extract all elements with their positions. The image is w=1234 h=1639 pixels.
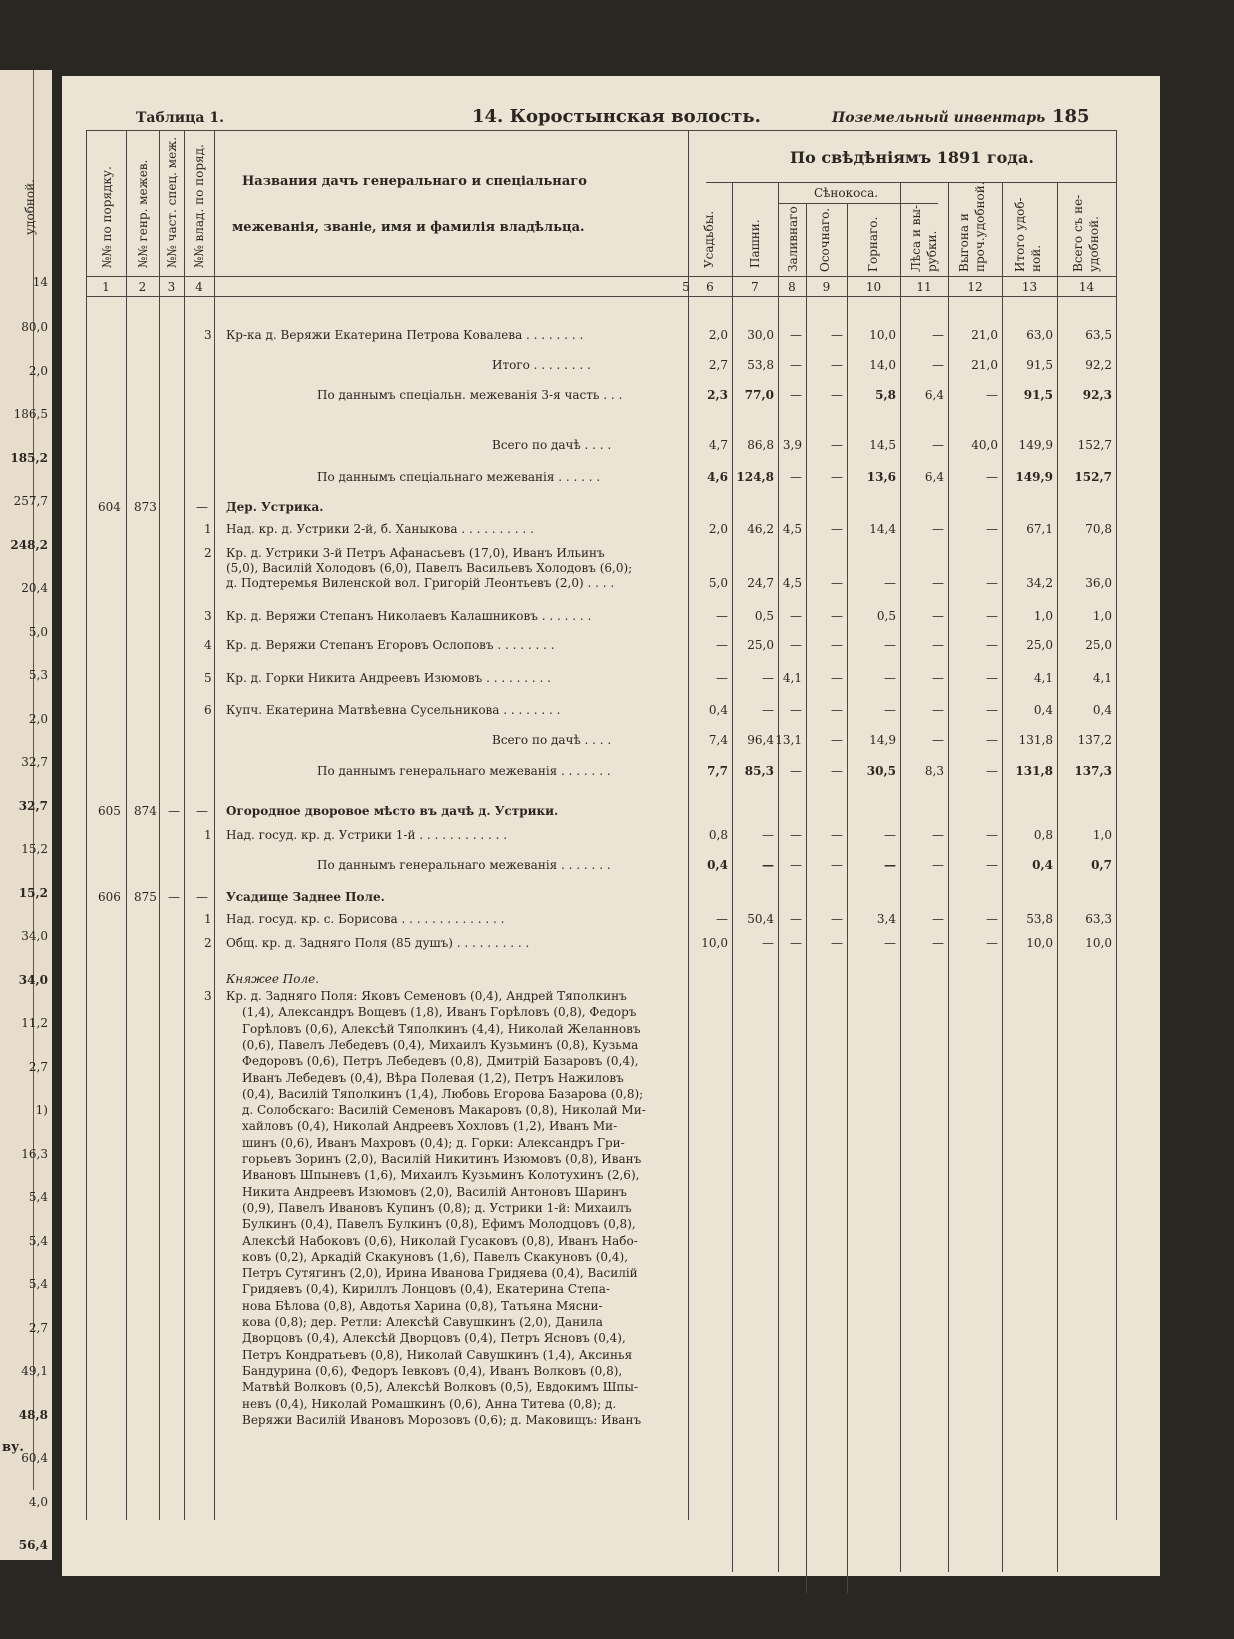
row-value-col-14: 92,3 bbox=[1082, 388, 1112, 402]
col-header-2: №№ генр. межев. bbox=[136, 159, 150, 268]
row-value-col-11: — bbox=[932, 576, 944, 590]
row-value-col-14: 0,7 bbox=[1091, 858, 1112, 872]
previous-page-value: 16,3 bbox=[21, 1146, 48, 1161]
row-col-4: — bbox=[196, 804, 208, 818]
row-value-col-7: 86,8 bbox=[747, 438, 774, 452]
row-value-col-10: — bbox=[884, 703, 896, 717]
names-header-line1: Названия дачъ генеральнаго и спеціальнаго bbox=[242, 174, 587, 189]
row-value-col-14: 63,3 bbox=[1085, 912, 1112, 926]
row-description: По даннымъ спеціальн. межеванія 3-я часть . . . bbox=[317, 388, 623, 402]
row-value-col-11: — bbox=[932, 358, 944, 372]
row-value-col-10: 30,5 bbox=[866, 764, 896, 778]
kn-owner-line: Петръ Кондратьевъ (0,8), Николай Савушкинъ (1,4), Аксинья bbox=[242, 1347, 633, 1362]
col-header-les: Лѣса и вы- рубки. bbox=[909, 204, 939, 272]
col-number-9: 9 bbox=[822, 280, 831, 294]
row-value-col-7: — bbox=[762, 858, 774, 872]
row-col-4: — bbox=[196, 500, 208, 514]
row-value-col-8: — bbox=[790, 470, 802, 484]
row-value-col-8: — bbox=[790, 703, 802, 717]
row-value-col-13: 131,8 bbox=[1018, 733, 1053, 747]
kn-heading: Княжее Поле. bbox=[226, 972, 320, 986]
previous-page-value: 20,4 bbox=[21, 581, 48, 595]
row-value-col-6: — bbox=[716, 638, 728, 652]
row-value-col-12: — bbox=[986, 858, 998, 872]
row-description: По даннымъ спеціальнаго межеванія . . . . . . bbox=[317, 470, 601, 484]
kn-owner-line: Булкинъ (0,4), Павелъ Булкинъ (0,8), Ефимъ Молодцовъ (0,8), bbox=[242, 1217, 636, 1232]
previous-page-value: 2,0 bbox=[28, 711, 48, 726]
row-value-col-8: — bbox=[790, 828, 802, 842]
row-value-col-13: 0,4 bbox=[1033, 703, 1053, 717]
row-value-col-13: 63,0 bbox=[1026, 328, 1053, 342]
previous-page-value: 2,7 bbox=[28, 1320, 48, 1335]
kn-owner-line: Федоровъ (0,6), Петръ Лебедевъ (0,8), Дмитрій Базаровъ (0,4), bbox=[242, 1054, 639, 1069]
row-value-col-13: 149,9 bbox=[1015, 470, 1053, 484]
row-value-col-12: 40,0 bbox=[971, 438, 998, 452]
previous-page-edge bbox=[0, 70, 52, 1639]
row-value-col-6: 2,0 bbox=[708, 522, 728, 536]
row-value-col-7: — bbox=[762, 703, 774, 717]
previous-page-value: 49,1 bbox=[21, 1364, 48, 1378]
row-value-col-9: — bbox=[831, 858, 843, 872]
previous-page-value: 248,2 bbox=[10, 537, 48, 552]
kn-owner-line: невъ (0,4), Николай Ромашкинъ (0,6), Анна Титева (0,8); д. bbox=[242, 1396, 617, 1411]
row-col-2: 873 bbox=[134, 500, 157, 514]
row-value-col-12: — bbox=[986, 828, 998, 842]
row-value-col-12: — bbox=[986, 733, 998, 747]
row-value-col-9: — bbox=[831, 328, 843, 342]
row-value-col-10: 14,9 bbox=[869, 733, 896, 747]
kn-owner-line: Горѣловъ (0,6), Алексѣй Тяполкинъ (4,4), Николай Желанновъ bbox=[242, 1021, 641, 1036]
kn-owner-line: (0,4), Василій Тяполкинъ (1,4), Любовь Егорова Базарова (0,8); bbox=[242, 1086, 644, 1101]
row-description: Над. госуд. кр. д. Устрики 1-й . . . . . . . . . . . . bbox=[226, 828, 508, 842]
row-value-col-12: — bbox=[986, 522, 998, 536]
row-col-3: — bbox=[168, 804, 180, 818]
row-value-col-10: — bbox=[884, 671, 896, 685]
row-value-col-13: 91,5 bbox=[1023, 388, 1053, 402]
previous-page-value: 15,2 bbox=[18, 885, 48, 900]
col-number-12: 12 bbox=[967, 280, 983, 294]
row-value-col-12: 21,0 bbox=[971, 328, 998, 342]
row-value-col-11: — bbox=[932, 733, 944, 747]
row-value-col-8: 4,5 bbox=[782, 576, 802, 590]
row-description: Кр. д. Веряжи Степанъ Егоровъ Ослоповъ . . . . . . . . bbox=[226, 638, 555, 652]
row-value-col-6: 7,7 bbox=[707, 764, 728, 778]
previous-page-value: 2,0 bbox=[28, 363, 48, 378]
kn-owner-line: (1,4), Александръ Вощевъ (1,8), Иванъ Горѣловъ (0,8), Федоръ bbox=[242, 1005, 637, 1020]
row-value-col-11: — bbox=[932, 671, 944, 685]
previous-page-value: 4,0 bbox=[28, 1494, 48, 1509]
row-value-col-10: 14,5 bbox=[869, 438, 896, 452]
row-value-col-11: — bbox=[932, 522, 944, 536]
col-header-pashni: Пашни. bbox=[748, 219, 762, 268]
row-value-col-14: 137,2 bbox=[1077, 733, 1112, 747]
col-number-13: 13 bbox=[1021, 280, 1038, 294]
owner-number: 1 bbox=[204, 522, 212, 536]
row-value-col-13: 67,1 bbox=[1026, 522, 1053, 536]
row-value-col-9: — bbox=[831, 828, 843, 842]
row-value-col-6: 0,8 bbox=[708, 828, 728, 842]
col-number-8: 8 bbox=[788, 280, 796, 294]
row-value-col-7: 46,2 bbox=[747, 522, 774, 536]
previous-page-value: 15,2 bbox=[21, 842, 48, 856]
row-value-col-8: 13,1 bbox=[775, 733, 802, 747]
col-number-2: 2 bbox=[138, 280, 147, 294]
owner-number: 2 bbox=[204, 936, 212, 950]
row-value-col-8: 4,5 bbox=[782, 522, 802, 536]
previous-page-value: 48,8 bbox=[18, 1407, 48, 1422]
hay-header: Сѣнокоса. bbox=[814, 186, 879, 200]
kn-owner-line: (0,6), Павелъ Лебедевъ (0,4), Михаилъ Кузьминъ (0,8), Кузьма bbox=[242, 1037, 639, 1052]
kn-owner-line: Матвѣй Волковъ (0,5), Алексѣй Волковъ (0,5), Евдокимъ Шпы- bbox=[242, 1380, 639, 1395]
previous-page-value: 186,5 bbox=[13, 407, 48, 421]
row-value-col-12: — bbox=[986, 764, 998, 778]
row-value-col-6: — bbox=[716, 912, 728, 926]
col-number-7: 7 bbox=[751, 280, 759, 294]
row-value-col-8: 3,9 bbox=[782, 438, 802, 452]
row-value-col-6: — bbox=[716, 609, 728, 623]
row-value-col-11: — bbox=[932, 638, 944, 652]
row-value-col-10: — bbox=[884, 828, 896, 842]
row-value-col-14: 4,1 bbox=[1092, 671, 1112, 685]
kn-owner-line: Веряжи Василій Ивановъ Морозовъ (0,6); д. Маковищъ: Иванъ bbox=[242, 1412, 642, 1427]
previous-page-value: 32,7 bbox=[21, 755, 48, 769]
previous-page-value: 56,4 bbox=[18, 1538, 48, 1552]
owner-number: 1 bbox=[204, 912, 212, 926]
row-value-col-10: 10,0 bbox=[869, 328, 896, 342]
col-header-gorn: Горнаго. bbox=[866, 216, 880, 272]
row-value-col-14: 1,0 bbox=[1092, 609, 1112, 623]
kn-owner-line: Кр. д. Задняго Поля: Яковъ Семеновъ (0,4), Андрей Тяполкинъ bbox=[226, 989, 627, 1003]
row-value-col-7: 77,0 bbox=[744, 388, 774, 402]
group-header: По свѣдѣніямъ 1891 года. bbox=[790, 148, 1034, 167]
row-description-line: Кр. д. Устрики 3-й Петръ Афанасьевъ (17,0), Иванъ Ильинъ bbox=[226, 546, 605, 560]
row-description: Кр. д. Веряжи Степанъ Николаевъ Калашниковъ . . . . . . . bbox=[226, 609, 592, 623]
owner-number: 4 bbox=[204, 638, 212, 652]
row-description: По даннымъ генеральнаго межеванія . . . . . . . bbox=[317, 858, 611, 872]
row-value-col-8: — bbox=[790, 388, 802, 402]
row-description: Над. госуд. кр. с. Борисова . . . . . . . . . . . . . . bbox=[226, 912, 505, 926]
row-value-col-13: 10,0 bbox=[1026, 936, 1053, 950]
row-value-col-7: — bbox=[762, 671, 774, 685]
row-value-col-7: 30,0 bbox=[747, 328, 774, 342]
previous-page-value: 2,7 bbox=[28, 1059, 48, 1074]
row-value-col-8: — bbox=[790, 764, 802, 778]
kn-owner-line: ковъ (0,2), Аркадій Скакуновъ (1,6), Павелъ Скакуновъ (0,4), bbox=[242, 1249, 629, 1264]
row-col-3: — bbox=[168, 890, 180, 904]
document-page bbox=[62, 76, 1160, 1576]
previous-page-value: 34,0 bbox=[21, 929, 48, 943]
table-label: Таблица 1. bbox=[136, 110, 224, 126]
row-description: Огородное дворовое мѣсто въ дачѣ д. Устрики. bbox=[226, 804, 559, 818]
row-value-col-14: 0,4 bbox=[1092, 703, 1112, 717]
row-value-col-6: — bbox=[716, 671, 728, 685]
row-description: Усадище Заднее Поле. bbox=[226, 890, 385, 904]
row-value-col-14: 70,8 bbox=[1085, 522, 1112, 536]
previous-page-footer: ву. bbox=[2, 1440, 24, 1455]
row-value-col-9: — bbox=[831, 671, 843, 685]
row-value-col-12: — bbox=[986, 912, 998, 926]
col-header-itogo: Итого удоб- ной. bbox=[1013, 197, 1043, 272]
owner-number: 3 bbox=[204, 328, 212, 342]
row-col-1: 605 bbox=[98, 804, 121, 818]
row-value-col-6: 2,0 bbox=[708, 328, 728, 342]
row-value-col-6: 4,7 bbox=[708, 438, 728, 452]
page-number: 185 bbox=[1052, 106, 1090, 127]
row-description: По даннымъ генеральнаго межеванія . . . . . . . bbox=[317, 764, 611, 778]
row-value-col-10: 3,4 bbox=[876, 912, 896, 926]
row-value-col-7: — bbox=[762, 936, 774, 950]
row-value-col-13: 53,8 bbox=[1026, 912, 1053, 926]
row-value-col-6: 4,6 bbox=[707, 470, 728, 484]
row-value-col-9: — bbox=[831, 358, 843, 372]
row-value-col-9: — bbox=[831, 522, 843, 536]
row-value-col-13: 91,5 bbox=[1026, 358, 1053, 372]
row-value-col-6: 0,4 bbox=[708, 703, 728, 717]
row-value-col-10: 14,0 bbox=[869, 358, 896, 372]
row-value-col-12: — bbox=[986, 638, 998, 652]
row-value-col-13: 149,9 bbox=[1018, 438, 1053, 452]
row-col-1: 606 bbox=[98, 890, 121, 904]
row-value-col-7: 25,0 bbox=[747, 638, 774, 652]
row-value-col-11: — bbox=[932, 936, 944, 950]
row-description: Купч. Екатерина Матвѣевна Сусельникова . . . . . . . . bbox=[226, 703, 561, 717]
names-header-line2: межеванія, званіе, имя и фамилія владѣльца. bbox=[232, 220, 585, 235]
col-number-14: 14 bbox=[1078, 280, 1095, 294]
previous-page-value: 257,7 bbox=[13, 494, 48, 508]
row-value-col-13: 4,1 bbox=[1033, 671, 1053, 685]
row-value-col-14: 92,2 bbox=[1085, 358, 1112, 372]
row-value-col-12: — bbox=[986, 703, 998, 717]
row-value-col-13: 34,2 bbox=[1026, 576, 1053, 590]
row-value-col-8: — bbox=[790, 358, 802, 372]
row-col-1: 604 bbox=[98, 500, 121, 514]
row-value-col-7: 0,5 bbox=[754, 609, 774, 623]
row-value-col-12: — bbox=[986, 388, 998, 402]
kn-owner-line: кова (0,8); дер. Ретли: Алексѣй Савушкинъ (2,0), Данила bbox=[242, 1315, 603, 1329]
row-value-col-6: 2,7 bbox=[708, 358, 728, 372]
row-value-col-6: 10,0 bbox=[701, 936, 728, 950]
kn-owner-line: Алексѣй Набоковъ (0,6), Николай Гусаковъ (0,8), Иванъ Набо- bbox=[242, 1233, 638, 1248]
row-value-col-12: — bbox=[986, 609, 998, 623]
row-value-col-9: — bbox=[831, 576, 843, 590]
row-value-col-14: 137,3 bbox=[1074, 764, 1112, 778]
col-number-5: 5 bbox=[682, 280, 690, 294]
previous-page-value: 60,4 bbox=[18, 1581, 48, 1596]
row-value-col-9: — bbox=[831, 438, 843, 452]
row-value-col-12: — bbox=[986, 936, 998, 950]
col-header-zal: Заливнаго bbox=[786, 206, 800, 272]
row-description: Всего по дачѣ . . . . bbox=[492, 438, 612, 452]
row-value-col-10: 0,5 bbox=[876, 609, 896, 623]
row-value-col-14: 10,0 bbox=[1085, 936, 1112, 950]
row-value-col-8: — bbox=[790, 638, 802, 652]
row-value-col-7: 96,4 bbox=[747, 733, 774, 747]
row-value-col-11: 6,4 bbox=[924, 470, 944, 484]
row-description: Итого . . . . . . . . bbox=[492, 358, 591, 372]
section-label: Поземельный инвентарь bbox=[832, 110, 1046, 126]
row-value-col-6: 2,3 bbox=[707, 388, 728, 402]
row-col-2: 874 bbox=[134, 804, 157, 818]
row-col-4: — bbox=[196, 890, 208, 904]
kn-owner-line: д. Солобскаго: Василій Семеновъ Макаровъ (0,8), Николай Ми- bbox=[242, 1103, 646, 1118]
kn-owner-line: шинъ (0,6), Иванъ Махровъ (0,4); д. Горки: Александръ Гри- bbox=[242, 1135, 625, 1150]
owner-number: 3 bbox=[204, 609, 212, 623]
row-value-col-7: 24,7 bbox=[747, 576, 774, 590]
previous-page-value: 5,4 bbox=[28, 1277, 48, 1291]
kn-owner-line: нова Бѣлова (0,8), Авдотья Харина (0,8), Татьяна Мясни- bbox=[242, 1298, 603, 1313]
row-value-col-7: — bbox=[762, 828, 774, 842]
previous-page-value: 1) bbox=[35, 1103, 48, 1117]
row-value-col-13: 1,0 bbox=[1033, 609, 1053, 623]
col-number-6: 6 bbox=[706, 280, 714, 294]
row-value-col-11: — bbox=[932, 912, 944, 926]
row-value-col-11: — bbox=[932, 828, 944, 842]
row-value-col-13: 0,8 bbox=[1033, 828, 1053, 842]
previous-page-value: 28,5 bbox=[21, 1625, 48, 1639]
previous-page-value: 5,4 bbox=[28, 1233, 48, 1248]
row-value-col-12: 21,0 bbox=[971, 358, 998, 372]
col-header-1: №№ по порядку. bbox=[100, 166, 114, 268]
row-value-col-14: 25,0 bbox=[1085, 638, 1112, 652]
row-value-col-9: — bbox=[831, 470, 843, 484]
owner-number: 2 bbox=[204, 546, 212, 560]
row-value-col-8: 4,1 bbox=[782, 671, 802, 685]
row-value-col-14: 63,5 bbox=[1085, 328, 1112, 342]
kn-owner-line: Иванъ Лебедевъ (0,4), Вѣра Полевая (1,2), Петръ Нажиловъ bbox=[242, 1070, 624, 1085]
previous-page-col: 14 bbox=[32, 275, 48, 289]
col-number-1: 1 bbox=[102, 280, 110, 294]
row-value-col-8: — bbox=[790, 858, 802, 872]
row-value-col-11: — bbox=[932, 438, 944, 452]
row-description-line: (5,0), Василій Холодовъ (6,0), Павелъ Васильевъ Холодовъ (6,0); bbox=[226, 561, 633, 575]
kn-owner-line: (0,9), Павелъ Ивановъ Купинъ (0,8); д. Устрики 1-й: Михаилъ bbox=[242, 1200, 632, 1215]
top-rule bbox=[86, 130, 1116, 131]
col-number-11: 11 bbox=[916, 280, 932, 294]
row-value-col-7: 85,3 bbox=[744, 764, 774, 778]
previous-page-value: 5,3 bbox=[28, 668, 48, 682]
row-value-col-8: — bbox=[790, 912, 802, 926]
row-value-col-10: 14,4 bbox=[869, 522, 896, 536]
row-value-col-6: 7,4 bbox=[708, 733, 728, 747]
row-value-col-12: — bbox=[986, 576, 998, 590]
col-number-rule bbox=[86, 296, 1116, 297]
row-description: Над. кр. д. Устрики 2-й, б. Ханыкова . . . . . . . . . . bbox=[226, 522, 534, 536]
row-value-col-7: 53,8 bbox=[747, 358, 774, 372]
owner-number: 6 bbox=[204, 703, 212, 717]
row-value-col-8: — bbox=[790, 328, 802, 342]
row-value-col-13: 131,8 bbox=[1015, 764, 1053, 778]
row-value-col-10: — bbox=[884, 576, 896, 590]
row-col-2: 875 bbox=[134, 890, 157, 904]
row-value-col-9: — bbox=[831, 703, 843, 717]
col-header-4: №№ влад. по поряд. bbox=[192, 144, 206, 268]
owner-number: 1 bbox=[204, 828, 212, 842]
row-value-col-11: — bbox=[932, 858, 944, 872]
row-value-col-9: — bbox=[831, 388, 843, 402]
row-value-col-9: — bbox=[831, 733, 843, 747]
kn-owner-line: горьевъ Зоринъ (2,0), Василій Никитинъ Изюмовъ (0,8), Иванъ bbox=[242, 1152, 642, 1166]
kn-owner-line: Никита Андреевъ Изюмовъ (2,0), Василій Антоновъ Шаринъ bbox=[242, 1184, 627, 1199]
row-value-col-11: 8,3 bbox=[924, 764, 944, 778]
kn-owner-line: хайловъ (0,4), Николай Андреевъ Хохловъ (1,2), Иванъ Ми- bbox=[242, 1119, 618, 1134]
row-value-col-14: 1,0 bbox=[1092, 828, 1112, 842]
row-value-col-12: — bbox=[986, 671, 998, 685]
previous-page-header: удобной. bbox=[23, 179, 38, 235]
row-value-col-10: — bbox=[884, 936, 896, 950]
previous-page-value: 60,4 bbox=[21, 1451, 48, 1465]
row-description-line: д. Подтеремья Виленской вол. Григорій Леонтьевъ (2,0) . . . . bbox=[226, 576, 615, 590]
row-description: Общ. кр. д. Задняго Поля (85 душъ) . . . . . . . . . . bbox=[226, 936, 530, 950]
row-value-col-14: 36,0 bbox=[1085, 576, 1112, 590]
previous-page-value: 5,4 bbox=[28, 1190, 48, 1204]
kn-owner-line: Дворцовъ (0,4), Алексѣй Дворцовъ (0,4), Петръ Ясновъ (0,4), bbox=[242, 1331, 626, 1346]
row-value-col-9: — bbox=[831, 638, 843, 652]
row-value-col-10: 5,8 bbox=[875, 388, 896, 402]
row-description: Дер. Устрика. bbox=[226, 500, 324, 514]
col-header-3: №№ част. спец. меж. bbox=[165, 136, 179, 268]
row-value-col-6: 5,0 bbox=[708, 576, 728, 590]
col-number-4: 4 bbox=[195, 280, 203, 294]
previous-page-value: 32,7 bbox=[18, 798, 48, 813]
col-header-usad: Усадьбы. bbox=[702, 210, 716, 268]
col-number-10: 10 bbox=[865, 280, 882, 294]
row-value-col-6: 0,4 bbox=[707, 858, 728, 872]
row-value-col-10: — bbox=[884, 858, 896, 872]
kn-owner-line: Ивановъ Шпыневъ (1,6), Михаилъ Кузьминъ Колотухинъ (2,6), bbox=[242, 1168, 640, 1183]
row-value-col-12: — bbox=[986, 470, 998, 484]
row-value-col-7: 124,8 bbox=[736, 470, 774, 484]
row-value-col-13: 0,4 bbox=[1032, 858, 1053, 872]
row-value-col-10: — bbox=[884, 638, 896, 652]
col-header-vsego: Всего съ не- удобной. bbox=[1071, 194, 1101, 272]
previous-page-value: 80,0 bbox=[21, 320, 48, 334]
previous-page-value: 11,2 bbox=[21, 1016, 48, 1030]
col-header-vygon: Выгона и проч.удобной. bbox=[957, 181, 987, 272]
previous-page-value: 185,2 bbox=[10, 450, 48, 465]
owner-number: 5 bbox=[204, 671, 212, 685]
row-value-col-10: 13,6 bbox=[866, 470, 896, 484]
row-value-col-7: 50,4 bbox=[747, 912, 774, 926]
row-description: Всего по дачѣ . . . . bbox=[492, 733, 612, 747]
row-value-col-9: — bbox=[831, 764, 843, 778]
previous-page-value: 34,0 bbox=[18, 972, 48, 987]
row-value-col-9: — bbox=[831, 912, 843, 926]
row-description: Кр. д. Горки Никита Андреевъ Изюмовъ . . . . . . . . . bbox=[226, 671, 551, 685]
col-header-osoch: Осочнаго. bbox=[818, 207, 832, 272]
row-description: Кр-ка д. Веряжи Екатерина Петрова Ковалева . . . . . . . . bbox=[226, 328, 584, 342]
volost-title: 14. Коростынская волость. bbox=[472, 106, 761, 127]
kn-owner-line: Бандурина (0,6), Федоръ Іевковъ (0,4), Иванъ Волковъ (0,8), bbox=[242, 1363, 623, 1378]
row-value-col-9: — bbox=[831, 936, 843, 950]
previous-page-value: 5,0 bbox=[28, 624, 48, 639]
row-value-col-8: — bbox=[790, 609, 802, 623]
header-bottom-rule bbox=[86, 276, 1116, 277]
row-value-col-11: — bbox=[932, 609, 944, 623]
row-value-col-14: 152,7 bbox=[1074, 470, 1112, 484]
row-value-col-14: 152,7 bbox=[1077, 438, 1112, 452]
row-value-col-11: — bbox=[932, 703, 944, 717]
row-value-col-11: — bbox=[932, 328, 944, 342]
kn-owner-line: Гридяевъ (0,4), Кириллъ Лонцовъ (0,4), Екатерина Степа- bbox=[242, 1282, 611, 1297]
row-value-col-13: 25,0 bbox=[1026, 638, 1053, 652]
row-value-col-11: 6,4 bbox=[924, 388, 944, 402]
kn-owner-number: 3 bbox=[204, 989, 212, 1003]
kn-owner-line: Петръ Сутягинъ (2,0), Ирина Иванова Гридяева (0,4), Василій bbox=[242, 1266, 638, 1281]
col-number-3: 3 bbox=[167, 280, 176, 294]
row-value-col-9: — bbox=[831, 609, 843, 623]
row-value-col-8: — bbox=[790, 936, 802, 950]
